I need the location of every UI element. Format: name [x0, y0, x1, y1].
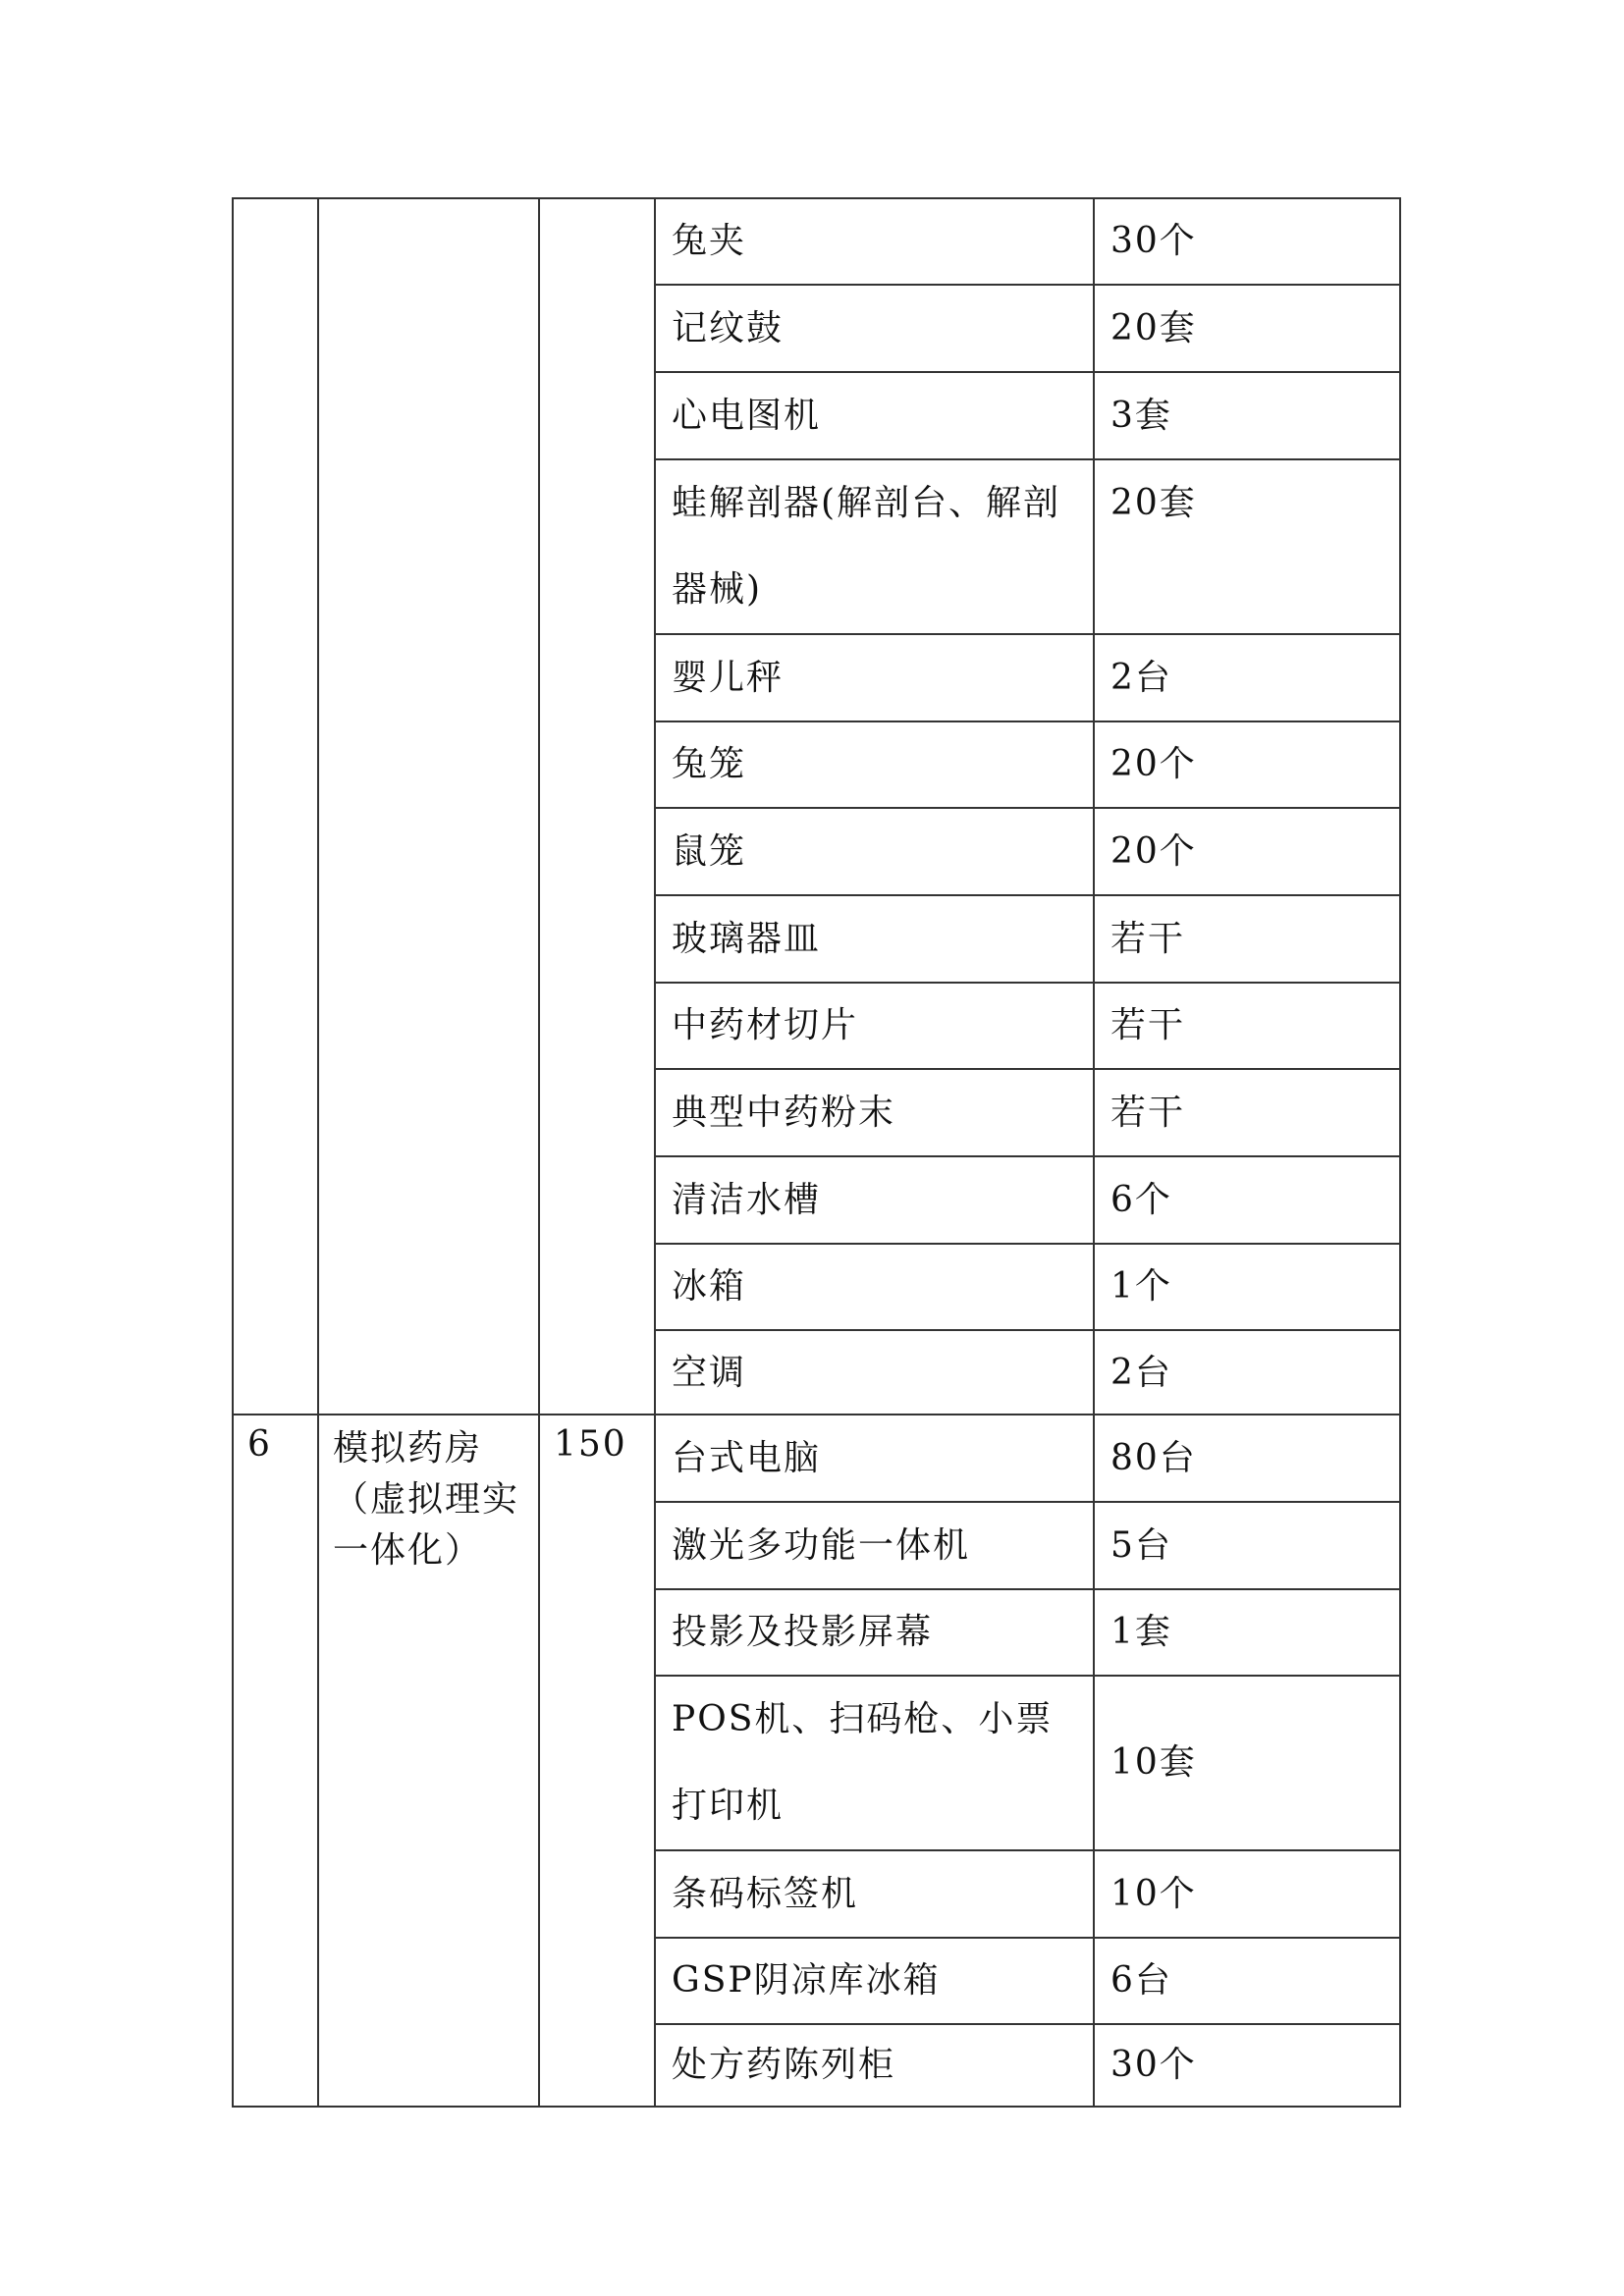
item-quantity: 30个: [1110, 221, 1197, 261]
table-row-qty: [1093, 284, 1401, 373]
item-quantity: 30个: [1110, 2045, 1197, 2085]
item-quantity: 3套: [1110, 395, 1172, 436]
item-name: 中药材切片: [672, 1005, 859, 1045]
item-quantity: 6个: [1110, 1179, 1172, 1220]
item-name: 鼠笼: [672, 830, 747, 872]
table-row-qty: [1093, 982, 1401, 1070]
table-row-qty: [1093, 1243, 1401, 1331]
item-quantity: 2台: [1110, 1353, 1172, 1393]
item-quantity: 1套: [1110, 1612, 1172, 1652]
item-quantity: 80台: [1110, 1437, 1197, 1478]
continuation-no-cell: [232, 197, 319, 1415]
item-quantity: 1个: [1110, 1266, 1172, 1307]
table-row-item: [654, 2023, 1095, 2108]
table-row-item: [654, 721, 1095, 809]
table-row-item: [654, 1329, 1095, 1417]
item-quantity: 若干: [1110, 1005, 1186, 1045]
item-quantity: 6台: [1110, 1960, 1172, 2001]
table-row-item: [654, 1937, 1095, 2025]
item-quantity: 20套: [1110, 307, 1197, 348]
table-row-item: [654, 807, 1095, 896]
item-quantity: 10套: [1110, 1742, 1197, 1783]
item-name: 条码标签机: [672, 1873, 859, 1914]
item-quantity: 20个: [1110, 830, 1197, 872]
table-row-item: [654, 1849, 1095, 1939]
item-name: 婴儿秤: [672, 657, 785, 698]
item-name: POS机、扫码枪、小票打印机: [672, 1699, 1054, 1826]
table-row-item: [654, 633, 1095, 722]
item-name: 冰箱: [672, 1266, 747, 1307]
table-row-qty: [1093, 894, 1401, 984]
table-row-item: [654, 1414, 1095, 1503]
item-name: 典型中药粉末: [672, 1092, 896, 1133]
item-quantity: 2台: [1110, 657, 1172, 698]
item-quantity: 20套: [1110, 483, 1197, 523]
table-row-qty: [1093, 807, 1401, 896]
item-name: 处方药陈列柜: [672, 2045, 896, 2085]
item-name: 清洁水槽: [672, 1179, 822, 1220]
item-quantity: 20个: [1110, 744, 1197, 784]
item-name: GSP阴凉库冰箱: [672, 1960, 941, 2001]
item-name: 兔笼: [672, 744, 747, 784]
table-row-item: [654, 982, 1095, 1070]
table-row-qty: [1093, 197, 1401, 286]
table-row-item: [654, 1068, 1095, 1157]
item-name: 台式电脑: [672, 1437, 822, 1478]
item-quantity: 若干: [1110, 1092, 1186, 1133]
table-row-item: [654, 284, 1095, 373]
item-name: 空调: [672, 1353, 747, 1393]
table-row-qty: [1093, 458, 1401, 635]
table-row-item: [654, 1243, 1095, 1331]
section-area: 150: [554, 1424, 627, 1465]
table-row-qty: [1093, 1675, 1401, 1851]
table-row-qty: [1093, 1155, 1401, 1245]
item-name: 心电图机: [672, 395, 822, 436]
item-quantity: 10个: [1110, 1873, 1197, 1914]
table-row-item: [654, 1588, 1095, 1677]
item-name: 蛙解剖器(解剖台、解剖器械): [672, 483, 1061, 610]
table-row-qty: [1093, 1588, 1401, 1677]
table-row-qty: [1093, 1068, 1401, 1157]
table-row-qty: [1093, 2023, 1401, 2108]
item-name: 投影及投影屏幕: [672, 1612, 934, 1652]
section-name: 模拟药房（虚拟理实一体化）: [333, 1428, 520, 1571]
table-row-item: [654, 894, 1095, 984]
table-row-item: [654, 1501, 1095, 1590]
table-row-qty: [1093, 371, 1401, 460]
table-row-item: [654, 1675, 1095, 1851]
item-name: 记纹鼓: [672, 307, 785, 348]
item-name: 激光多功能一体机: [672, 1524, 971, 1566]
section-area-cell: [538, 1414, 656, 2108]
continuation-name-cell: [317, 197, 540, 1415]
table-row-item: [654, 458, 1095, 635]
section-name-cell: [317, 1414, 540, 2108]
item-quantity: 若干: [1110, 918, 1186, 959]
table-row-qty: [1093, 1329, 1401, 1417]
table-row-qty: [1093, 1414, 1401, 1503]
table-row-item: [654, 1155, 1095, 1245]
item-name: 兔夹: [672, 221, 747, 261]
item-quantity: 5台: [1110, 1524, 1172, 1566]
table-row-qty: [1093, 1937, 1401, 2025]
table-row-item: [654, 371, 1095, 460]
table-row-qty: [1093, 633, 1401, 722]
section-no-cell: [232, 1414, 319, 2108]
table-row-qty: [1093, 1501, 1401, 1590]
table-row-qty: [1093, 1849, 1401, 1939]
equipment-table: [232, 197, 1401, 2108]
item-name: 玻璃器皿: [672, 918, 822, 959]
table-row-item: [654, 197, 1095, 286]
continuation-area-cell: [538, 197, 656, 1415]
section-no: 6: [247, 1424, 272, 1465]
table-row-qty: [1093, 721, 1401, 809]
